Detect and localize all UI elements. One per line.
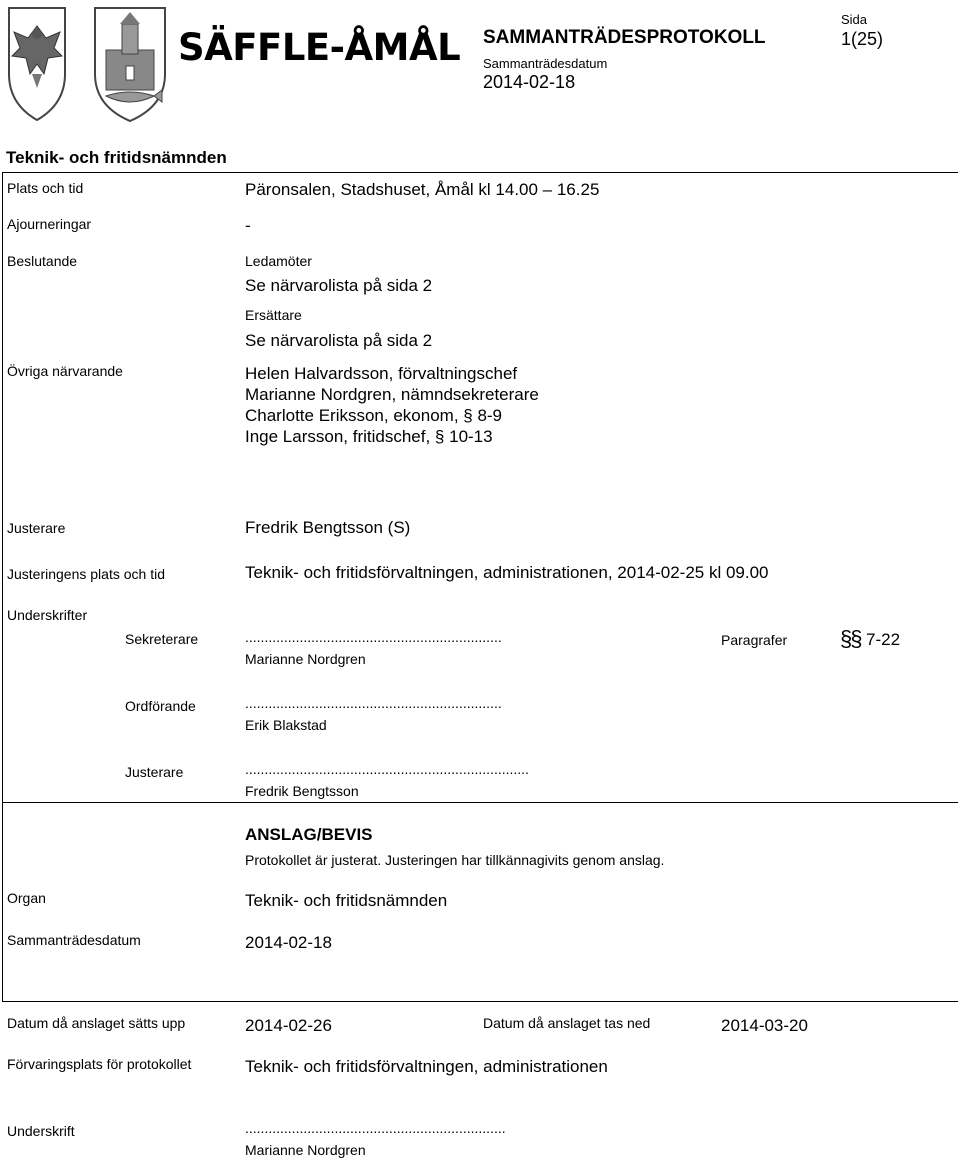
chair-label: Ordförande bbox=[125, 698, 196, 714]
adjuster-signature-line: ......................................................................... bbox=[245, 761, 529, 777]
members-value: Se närvarolista på sida 2 bbox=[245, 276, 433, 295]
header-date-label: Sammanträdesdatum bbox=[483, 56, 608, 71]
paragraph-symbol-icon: §§ bbox=[840, 626, 861, 651]
posted-value: 2014-02-26 bbox=[245, 1016, 332, 1035]
removed-value: 2014-03-20 bbox=[721, 1016, 808, 1035]
adjourn-value: - bbox=[245, 216, 251, 235]
place-value: Päronsalen, Stadshuset, Åmål kl 14.00 – 16.25 bbox=[245, 180, 600, 199]
paragraphs-value: 7-22 bbox=[866, 630, 901, 649]
removed-label: Datum då anslaget tas ned bbox=[483, 1015, 651, 1031]
notice-signature-line: ................................................................... bbox=[245, 1120, 506, 1136]
others-item: Charlotte Eriksson, ekonom, § 8-9 bbox=[245, 406, 503, 425]
adjourn-label: Ajourneringar bbox=[7, 216, 92, 232]
secretary-label: Sekreterare bbox=[125, 631, 199, 647]
adjuster-label: Justerare bbox=[7, 520, 66, 536]
notice-signature-name: Marianne Nordgren bbox=[245, 1142, 366, 1158]
brand-name: SÄFFLE-ÅMÅL bbox=[178, 26, 461, 69]
notice-text: Protokollet är justerat. Justeringen har tillkännagivits genom anslag. bbox=[245, 852, 665, 868]
page-number: 1(25) bbox=[841, 29, 884, 49]
notice-date-label: Sammanträdesdatum bbox=[7, 932, 141, 948]
divider-notice bbox=[2, 1001, 958, 1002]
committee-title: Teknik- och fritidsnämnden bbox=[6, 148, 227, 167]
adjust-place-value: Teknik- och fritidsförvaltningen, administrationen, 2014-02-25 kl 09.00 bbox=[245, 563, 769, 582]
signature-label: Underskrift bbox=[7, 1123, 75, 1139]
deciders-label: Beslutande bbox=[7, 253, 78, 269]
page-label: Sida bbox=[841, 12, 868, 27]
storage-label: Förvaringsplats för protokollet bbox=[7, 1056, 192, 1072]
organ-value: Teknik- och fritidsnämnden bbox=[245, 891, 448, 910]
header-date: 2014-02-18 bbox=[483, 72, 576, 92]
divider-signatures bbox=[2, 802, 958, 803]
document-title: SAMMANTRÄDESPROTOKOLL bbox=[483, 27, 766, 48]
paragraphs-label: Paragrafer bbox=[721, 632, 788, 648]
storage-value: Teknik- och fritidsförvaltningen, administrationen bbox=[245, 1057, 608, 1076]
secretary-name: Marianne Nordgren bbox=[245, 651, 366, 667]
organ-label: Organ bbox=[7, 890, 46, 906]
chair-name: Erik Blakstad bbox=[245, 717, 327, 733]
divider-left-notice bbox=[2, 802, 3, 1002]
sign-adjuster-label: Justerare bbox=[125, 764, 184, 780]
divider-top bbox=[2, 172, 958, 173]
secretary-signature-line: .................................................................. bbox=[245, 629, 502, 645]
adjuster-value: Fredrik Bengtsson (S) bbox=[245, 518, 411, 537]
chair-signature-line: .................................................................. bbox=[245, 695, 502, 711]
others-item: Inge Larsson, fritidschef, § 10-13 bbox=[245, 427, 493, 446]
notice-date-value: 2014-02-18 bbox=[245, 933, 332, 952]
substitutes-label: Ersättare bbox=[245, 307, 302, 323]
posted-label: Datum då anslaget sätts upp bbox=[7, 1015, 186, 1031]
signatures-label: Underskrifter bbox=[7, 607, 88, 623]
members-label: Ledamöter bbox=[245, 253, 312, 269]
notice-title: ANSLAG/BEVIS bbox=[245, 825, 373, 844]
castle-fish-crest-icon bbox=[92, 4, 168, 124]
others-label: Övriga närvarande bbox=[7, 363, 123, 379]
divider-left bbox=[2, 172, 3, 802]
others-item: Marianne Nordgren, nämndsekreterare bbox=[245, 385, 539, 404]
eagle-crest-icon bbox=[6, 4, 68, 124]
substitutes-value: Se närvarolista på sida 2 bbox=[245, 331, 433, 350]
adjuster-name: Fredrik Bengtsson bbox=[245, 783, 359, 799]
adjust-place-label: Justeringens plats och tid bbox=[7, 566, 165, 582]
others-item: Helen Halvardsson, förvaltningschef bbox=[245, 364, 518, 383]
place-label: Plats och tid bbox=[7, 180, 84, 196]
